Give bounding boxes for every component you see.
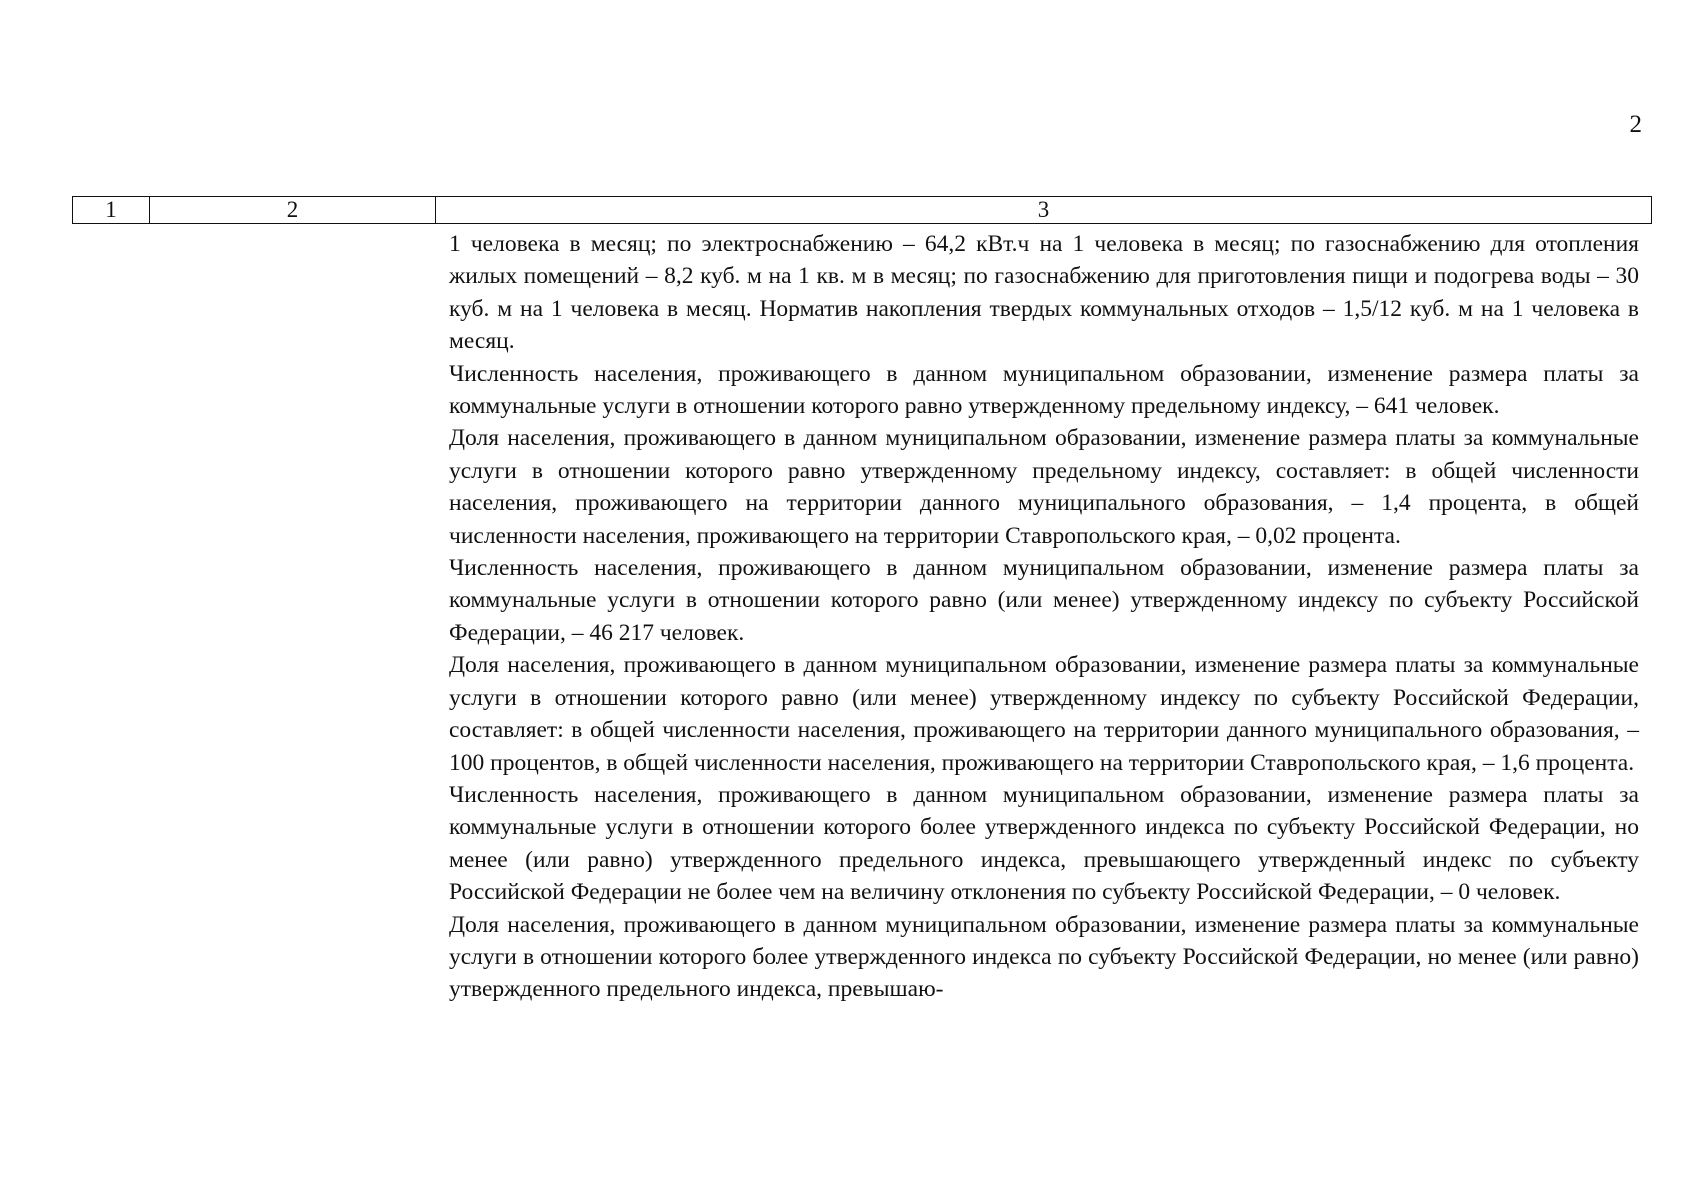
paragraph-utility-norms: 1 человека в месяц; по электроснабжению – 64,2 кВт.ч на 1 человека в месяц; по газоснабжению для отопления жилых помещений – 8,2 куб. м на 1 кв. м в месяц; по газоснабжению для приготовления пищи и подогрева воды – 30 куб. м на 1 человека в месяц. Норматив накопления твердых коммунальных отходов – 1,5/12 куб. м на 1 человека в месяц. bbox=[449, 231, 1639, 355]
paragraph-population-equal-or-less-regional-index: Численность населения, проживающего в данном муниципальном образовании, изменение размера платы за коммунальные услуги в отношении которого равно (или менее) утвержденному индексу по субъекту Российской Федерации, – 46 217 человек. bbox=[449, 555, 1639, 646]
table-header-row bbox=[72, 196, 1652, 224]
table-cell-col-3-content bbox=[449, 228, 1639, 1006]
paragraph-population-equal-max-index: Численность населения, проживающего в данном муниципальном образовании, изменение размера платы за коммунальные услуги в отношении которого равно утвержденному предельному индексу, – 641 человек. bbox=[449, 360, 1639, 420]
paragraph-share-above-regional-index: Доля населения, проживающего в данном муниципальном образовании, изменение размера платы за коммунальные услуги в отношении которого более утвержденного индекса по субъекту Российской Федерации, но менее (или равно) утвержденного предельного индекса, превышаю- bbox=[449, 911, 1639, 1003]
table-header-col-1: 1 bbox=[105, 197, 117, 222]
table-header-col-3: 3 bbox=[435, 197, 1651, 223]
page-number: 2 bbox=[1629, 111, 1642, 138]
paragraph-share-equal-max-index: Доля населения, проживающего в данном муниципальном образовании, изменение размера платы за коммунальные услуги в отношении которого равно утвержденному предельному индексу, составляет: в общей численности населения, проживающего на территории данного муниципального образования, – 1,4 процента, в общей численности населения, проживающего на территории Ставропольского края, – 0,02 процента. bbox=[449, 425, 1639, 549]
table-header-col-2: 2 bbox=[149, 197, 435, 223]
paragraph-share-equal-or-less-regional-index: Доля населения, проживающего в данном муниципальном образовании, изменение размера платы за коммунальные услуги в отношении которого равно (или менее) утвержденному индексу по субъекту Российской Федерации, составляет: в общей численности населения, проживающего на территории данного муниципального образования, – 100 процентов, в общей численности населения, проживающего на территории Ставропольского края, – 1,6 процента. bbox=[449, 652, 1639, 776]
paragraph-population-above-regional-index: Численность населения, проживающего в данном муниципальном образовании, изменение размера платы за коммунальные услуги в отношении которого более утвержденного индекса по субъекту Российской Федерации, но менее (или равно) утвержденного предельного индекса, превышающего утвержденный индекс по субъекту Российской Федерации не более чем на величину отклонения по субъекту Российской Федерации, – 0 человек. bbox=[449, 781, 1639, 906]
